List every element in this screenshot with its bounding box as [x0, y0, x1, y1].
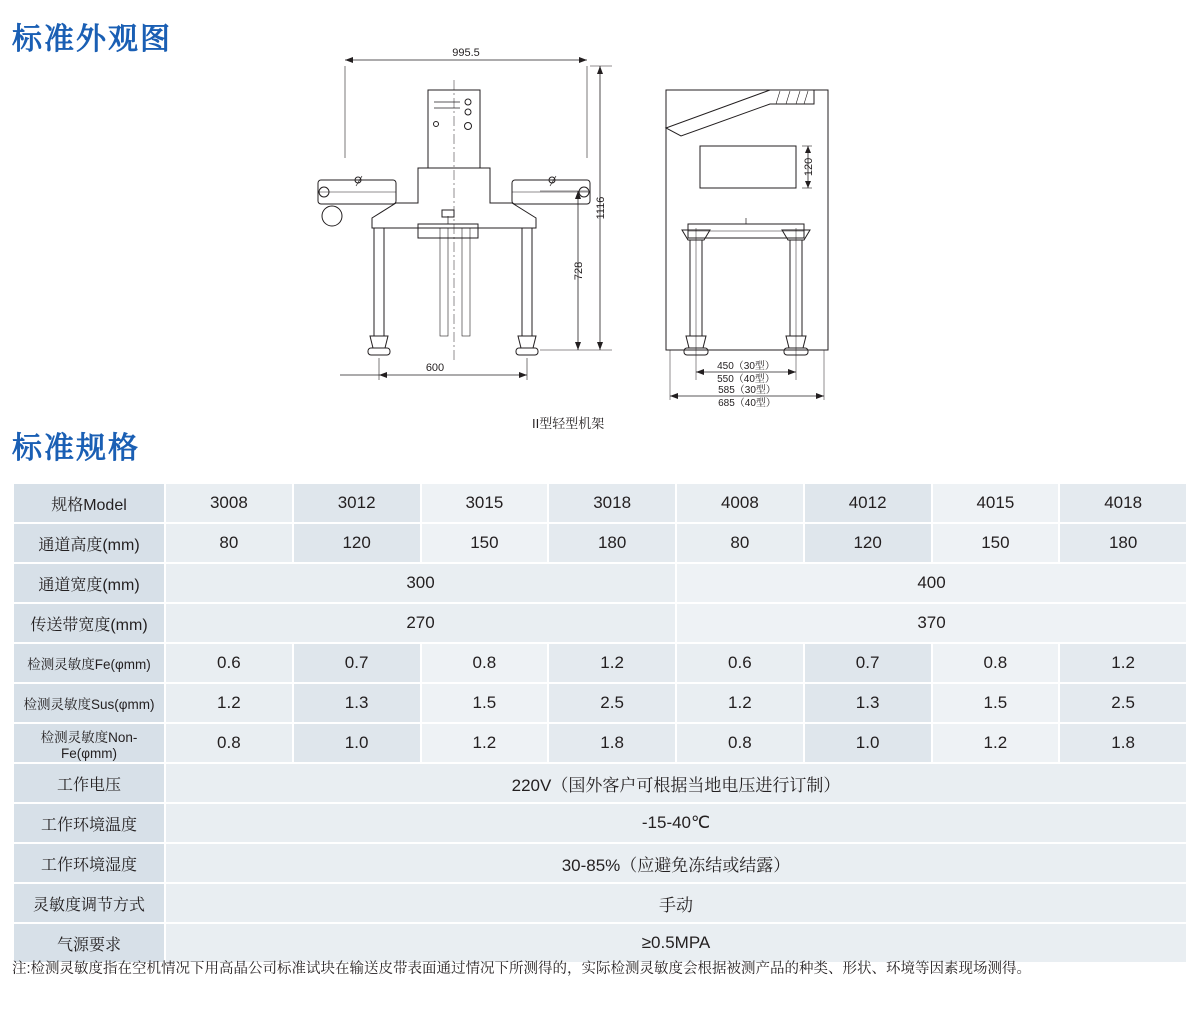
table-cell: 1.8 [548, 723, 676, 763]
row-header: 检测灵敏度Sus(φmm) [13, 683, 165, 723]
drawing-svg [300, 28, 920, 418]
technical-drawing [300, 28, 920, 431]
row-header: 传送带宽度(mm) [13, 603, 165, 643]
row-header: 检测灵敏度Non-Fe(φmm) [13, 723, 165, 763]
column-header-model: 4008 [676, 483, 804, 523]
column-header-model: 3008 [165, 483, 293, 523]
table-row [13, 803, 1187, 843]
dim-depth-40: 550（40型） [717, 374, 775, 385]
table-cell: 0.7 [804, 643, 932, 683]
table-cell-merged: 270 [165, 603, 676, 643]
row-header: 工作环境温度 [13, 803, 165, 843]
table-cell: 120 [804, 523, 932, 563]
table-cell-full: 手动 [165, 883, 1187, 923]
dim-foot-40: 685（40型） [718, 398, 776, 409]
column-header-model: 4012 [804, 483, 932, 523]
table-row [13, 643, 1187, 683]
drawing-caption: II型轻型机架 [532, 416, 605, 431]
table-cell-merged: 370 [676, 603, 1187, 643]
table-cell: 1.3 [804, 683, 932, 723]
table-cell-full: 220V（国外客户可根据当地电压进行订制） [165, 763, 1187, 803]
table-cell: 180 [1059, 523, 1187, 563]
dim-height-belt: 728 [573, 261, 585, 281]
column-header-model: 4015 [932, 483, 1060, 523]
column-header-model: 4018 [1059, 483, 1187, 523]
column-header-model: 3018 [548, 483, 676, 523]
table-row [13, 563, 1187, 603]
dim-aperture-height: 120 [803, 157, 815, 177]
row-header-model: 规格Model [13, 483, 165, 523]
table-cell: 80 [676, 523, 804, 563]
row-header: 通道宽度(mm) [13, 563, 165, 603]
table-cell: 1.0 [293, 723, 421, 763]
column-header-model: 3012 [293, 483, 421, 523]
column-header-model: 3015 [421, 483, 549, 523]
table-cell-full: 30-85%（应避免冻结或结露） [165, 843, 1187, 883]
table-cell: 150 [421, 523, 549, 563]
table-row [13, 923, 1187, 963]
row-header: 工作电压 [13, 763, 165, 803]
row-header: 检测灵敏度Fe(φmm) [13, 643, 165, 683]
table-cell: 0.6 [676, 643, 804, 683]
table-row [13, 603, 1187, 643]
dim-depth-30: 450（30型） [717, 361, 775, 372]
table-cell: 80 [165, 523, 293, 563]
table-cell: 150 [932, 523, 1060, 563]
table-cell: 1.2 [1059, 643, 1187, 683]
table-cell: 2.5 [1059, 683, 1187, 723]
table-cell: 1.0 [804, 723, 932, 763]
dim-foot-30: 585（30型） [718, 385, 776, 396]
table-row [13, 523, 1187, 563]
footnote: 注:检测灵敏度指在空机情况下用高晶公司标准试块在输送皮带表面通过情况下所测得的，实际检测灵敏度会根据被测产品的种类、形状、环境等因素现场测得。 [12, 961, 1032, 977]
table-cell: 0.6 [165, 643, 293, 683]
table-cell: 1.5 [421, 683, 549, 723]
spec-table [12, 482, 1188, 964]
table-cell: 2.5 [548, 683, 676, 723]
table-cell-merged: 400 [676, 563, 1187, 603]
table-cell-full: ≥0.5MPA [165, 923, 1187, 963]
table-cell: 1.5 [932, 683, 1060, 723]
row-header: 工作环境湿度 [13, 843, 165, 883]
table-row [13, 883, 1187, 923]
table-row-header [13, 483, 1187, 523]
table-cell: 0.8 [676, 723, 804, 763]
table-cell-full: -15-40℃ [165, 803, 1187, 843]
table-cell: 180 [548, 523, 676, 563]
table-cell: 1.2 [165, 683, 293, 723]
dim-height-total: 1116 [595, 196, 607, 220]
section-title-specs: 标准规格 [12, 432, 140, 465]
dim-width-top: 995.5 [452, 47, 480, 59]
table-row [13, 723, 1187, 763]
table-cell: 0.7 [293, 643, 421, 683]
table-row [13, 763, 1187, 803]
table-cell: 1.8 [1059, 723, 1187, 763]
dim-width-leg: 600 [425, 362, 445, 374]
table-cell: 0.8 [932, 643, 1060, 683]
table-cell: 0.8 [165, 723, 293, 763]
table-cell: 120 [293, 523, 421, 563]
row-header: 气源要求 [13, 923, 165, 963]
table-row [13, 843, 1187, 883]
table-cell: 1.3 [293, 683, 421, 723]
table-cell-merged: 300 [165, 563, 676, 603]
row-header: 通道高度(mm) [13, 523, 165, 563]
table-row [13, 683, 1187, 723]
table-cell: 1.2 [932, 723, 1060, 763]
section-title-outline: 标准外观图 [12, 23, 172, 56]
table-cell: 1.2 [421, 723, 549, 763]
row-header: 灵敏度调节方式 [13, 883, 165, 923]
table-cell: 1.2 [676, 683, 804, 723]
table-cell: 0.8 [421, 643, 549, 683]
table-cell: 1.2 [548, 643, 676, 683]
